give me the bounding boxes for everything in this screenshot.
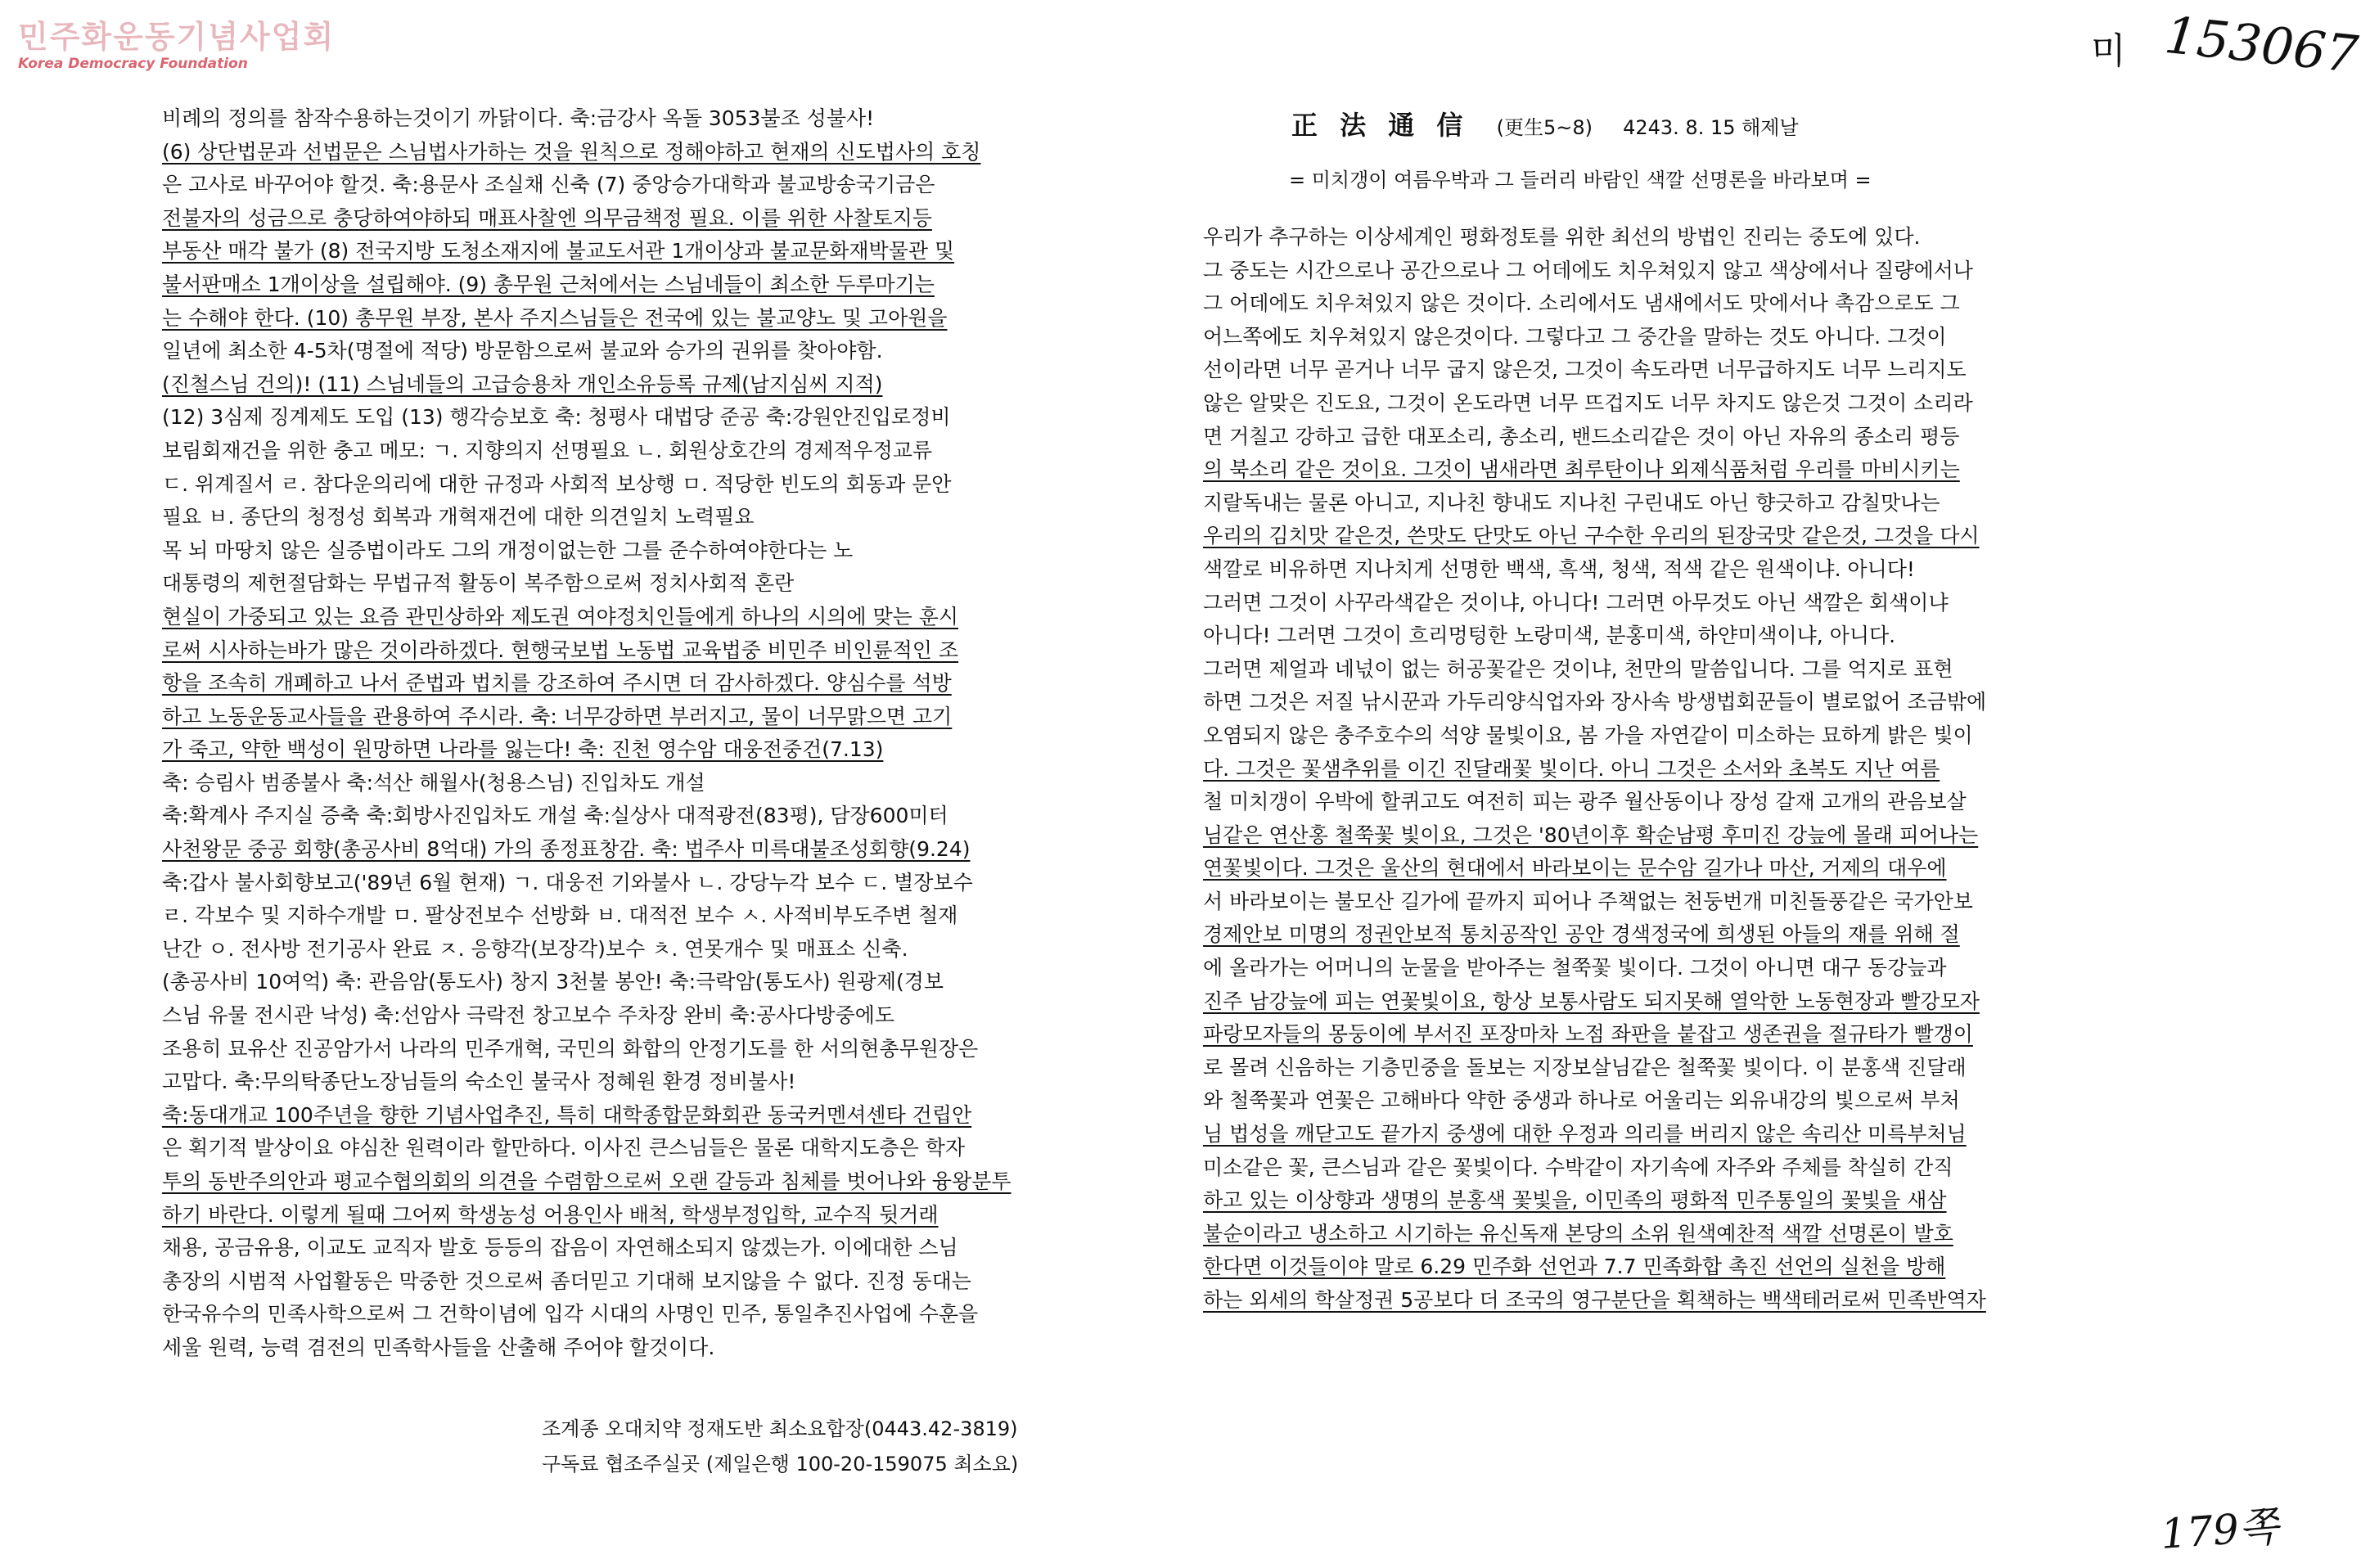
- text-line: (12) 3심제 징계제도 도입 (13) 행각승보호 축: 청평사 대법당 준공 축:강원안진입로정비: [162, 405, 951, 430]
- text-line: 에 올라가는 어머니의 눈물을 받아주는 철쭉꽃 빛이다. 그것이 아니면 대구 동강늪과: [1203, 956, 1947, 980]
- text-line: 면 거칠고 강하고 급한 대포소리, 총소리, 밴드소리같은 것이 아닌 자유의 종소리 평등: [1203, 424, 1960, 448]
- text-line: 전불자의 성금으로 충당하여야하되 매표사찰엔 의무금책정 필요. 이를 위한 사찰토지등: [162, 205, 932, 230]
- text-line: (총공사비 10여억) 축: 관음암(통도사) 창지 3천불 봉안! 축:극락암(통도사) 원광제(경보: [162, 970, 944, 994]
- watermark-english: Korea Democracy Foundation: [18, 56, 248, 72]
- text-line: 않은 알맞은 진도요, 그것이 온도라면 너무 뜨겁지도 너무 차지도 않은것 그것이 소리라: [1203, 390, 1973, 415]
- text-line: 하고 노동운동교사들을 관용하여 주시라. 축: 너무강하면 부러지고, 물이 너무맑으면 고기: [162, 704, 953, 728]
- text-line: 아니다! 그러면 그것이 흐리멍텅한 노랑미색, 분홍미색, 하얀미색이냐, 아니다.: [1203, 624, 1896, 648]
- text-line: 우리가 추구하는 이상세계인 평화정토를 위한 최선의 방법인 진리는 중도에 있다.: [1203, 225, 1921, 249]
- title-text: 正 法 通 信: [1291, 110, 1470, 141]
- text-line: 불서판매소 1개이상을 설립해야. (9) 총무원 근처에서는 스님네들이 최소한 두루마기는: [162, 272, 935, 296]
- text-line: 로써 시사하는바가 많은 것이라하겠다. 현행국보법 노동법 교육법중 비민주 비인륜적인 조: [162, 638, 959, 662]
- newsletter-title: [1291, 105, 1799, 142]
- text-line: 스님 유물 전시관 낙성) 축:선암사 극락전 창고보수 주차장 완비 축:공사다방중에도: [162, 1003, 895, 1028]
- text-line: 그러면 제얼과 네넋이 없는 허공꽃같은 것이냐, 천만의 말씀입니다. 그를 억지로 표현: [1203, 656, 1953, 681]
- signoff-line: 조계종 오대치약 정재도반 최소요합장(0443.42-3819): [542, 1417, 1018, 1440]
- text-line: 축: 승림사 범종불사 축:석산 해월사(청용스님) 진입차도 개설: [162, 770, 705, 795]
- text-line: (6) 상단법문과 선법문은 스님법사가하는 것을 원칙으로 정해야하고 현재의 신도법사의 호칭: [162, 139, 981, 164]
- text-line: 필요 ㅂ. 종단의 청정성 회복과 개혁재건에 대한 의견일치 노력필요: [162, 505, 755, 529]
- text-line: 하기 바란다. 이렇게 될때 그어찌 학생농성 어용인사 배척, 학생부정입학, 교수직 뒷거래: [162, 1202, 939, 1227]
- text-line: 그 어데에도 치우쳐있지 않은 것이다. 소리에서도 냄새에서도 맛에서나 촉감으로도 그: [1203, 291, 1960, 316]
- text-line: 하면 그것은 저질 낚시꾼과 가두리양식업자와 장사속 방생법회꾼들이 별로없어 조금밖에: [1203, 690, 1987, 714]
- right-column-text: [1203, 221, 2128, 1318]
- text-line: 오염되지 않은 충주호수의 석양 물빛이요, 봄 가을 자연같이 미소하는 묘하게 밝은 빛이: [1203, 723, 1973, 747]
- text-line: 한다면 이것들이야 말로 6.29 민주화 선언과 7.7 민족화합 촉진 선언의 실천을 방해: [1203, 1255, 1946, 1279]
- text-line: 투의 동반주의안과 평교수협의회의 의견을 수렴함으로써 오랜 갈등과 침체를 벗어나와 융왕분투: [162, 1169, 1012, 1193]
- text-line: 우리의 김치맛 같은것, 쓴맛도 단맛도 아닌 구수한 우리의 된장국맛 같은것, 그것을 다시: [1203, 524, 1980, 548]
- text-line: 은 획기적 발상이요 야심찬 원력이라 할만하다. 이사진 큰스님들은 물론 대학지도층은 학자: [162, 1136, 965, 1160]
- text-line: 는 수해야 한다. (10) 총무원 부장, 본사 주지스님들은 전국에 있는 불교양노 및 고아원을: [162, 305, 948, 330]
- text-line: 철 미치갱이 우박에 할퀴고도 여전히 피는 광주 월산동이나 장성 갈재 고개의 관음보살: [1203, 790, 1967, 814]
- text-line: 불순이라고 냉소하고 시기하는 유신독재 본당의 소위 원색예찬적 색깔 선명론이 발호: [1203, 1221, 1953, 1246]
- text-line: 로 몰려 신음하는 기층민중을 돌보는 지장보살님같은 철쭉꽃 빛이다. 이 분홍색 진달래: [1203, 1055, 1967, 1079]
- text-line: 연꽃빛이다. 그것은 울산의 현대에서 바라보이는 문수암 길가나 마산, 거제의 대우에: [1203, 856, 1947, 881]
- text-line: 의 북소리 같은 것이요. 그것이 냄새라면 최루탄이나 외제식품처럼 우리를 마비시키는: [1203, 457, 1960, 482]
- text-line: 하고 있는 이상향과 생명의 분홍색 꽃빛을, 이민족의 평화적 민주통일의 꽃빛을 새삼: [1203, 1188, 1947, 1213]
- text-line: 채용, 공금유용, 이교도 교직자 발호 등등의 잡음이 자연해소되지 않겠는가. 이에대한 스님: [162, 1236, 958, 1260]
- text-line: 진주 남강늪에 피는 연꽃빛이요, 항상 보통사람도 되지못해 열악한 노동현장과 빨강모자: [1203, 989, 1980, 1013]
- text-line: 부동산 매각 불가 (8) 전국지방 도청소재지에 불교도서관 1개이상과 불교문화재박물관 및: [162, 239, 955, 264]
- text-line: ㄷ. 위계질서 ㄹ. 참다운의리에 대한 규정과 사회적 보상행 ㅁ. 적당한 빈도의 회동과 문안: [162, 471, 952, 496]
- article-subtitle: = 미치갱이 여름우박과 그 들러리 바람인 색깔 선명론을 바라보며 =: [1289, 169, 1872, 191]
- text-line: 보림회재건을 위한 충고 메모: ㄱ. 지향의지 선명필요 ㄴ. 회원상호간의 경제적우정교류: [162, 438, 933, 462]
- text-line: 어느쪽에도 치우쳐있지 않은것이다. 그렇다고 그 중간을 말하는 것도 아니다. 그것이: [1203, 324, 1947, 349]
- text-line: 대통령의 제헌절담화는 무법규적 활동이 복주함으로써 정치사회적 혼란: [162, 571, 795, 596]
- text-line: 목 뇌 마땅치 않은 실증법이라도 그의 개정이없는한 그를 준수하여야한다는 노: [162, 538, 854, 562]
- text-line: 은 고사로 바꾸어야 할것. 축:용문사 조실채 신축 (7) 중앙승가대학과 불교방송국기금은: [162, 173, 935, 197]
- text-line: 그러면 그것이 사꾸라색같은 것이냐, 아니다! 그러면 아무것도 아닌 색깔은 회색이냐: [1203, 590, 1949, 615]
- text-line: 님 법성을 깨닫고도 끝가지 중생에 대한 우정과 의리를 버리지 않은 속리산 미륵부처님: [1203, 1122, 1967, 1147]
- left-column-text: [162, 102, 1091, 1365]
- text-line: 하는 외세의 학살정권 5공보다 더 조국의 영구분단을 획책하는 백색테러로써 민족반역자: [1203, 1288, 1986, 1312]
- signoff-line: 구독료 협조주실곳 (제일은행 100-20-159075 최소요): [542, 1453, 1019, 1476]
- archive-stamp-number: 153067: [2161, 4, 2361, 85]
- text-line: 고맙다. 축:무의탁종단노장님들의 숙소인 불국사 정혜원 환경 정비불사!: [162, 1070, 796, 1094]
- text-line: 님같은 연산홍 철쭉꽃 빛이요, 그것은 '80년이후 확순남평 후미진 강늪에 몰래 피어나는: [1203, 822, 1979, 847]
- title-issue: (更生5~8): [1496, 116, 1593, 139]
- text-line: 선이라면 너무 곧거나 너무 굽지 않은것, 그것이 속도라면 너무급하지도 너무 느리지도: [1203, 358, 1967, 382]
- watermark-korean: 민주화운동기념사업회: [18, 19, 336, 55]
- text-line: 파랑모자들의 몽둥이에 부서진 포장마차 노점 좌판을 붙잡고 생존권을 절규타가 빨갱이: [1203, 1022, 1973, 1047]
- text-line: 서 바라보이는 불모산 길가에 끝까지 피어나 주책없는 천둥번개 미친돌풍같은 국가안보: [1203, 889, 1973, 913]
- text-line: 사천왕문 중공 회향(총공사비 8억대) 가의 종정표창감. 축: 법주사 미륵대불조성회향(9.24): [162, 837, 971, 862]
- text-line: 다. 그것은 꽃샘추위를 이긴 진달래꽃 빛이다. 아니 그것은 소서와 초복도 지난 여름: [1203, 756, 1940, 781]
- text-line: 가 죽고, 약한 백성이 원망하면 나라를 잃는다! 축: 진천 영수암 대웅전중건(7.13): [162, 737, 884, 762]
- text-line: ㄹ. 각보수 및 지하수개발 ㅁ. 팔상전보수 선방화 ㅂ. 대적전 보수 ㅅ. 사적비부도주변 철재: [162, 903, 958, 928]
- text-line: 축:확계사 주지실 증축 축:회방사진입차도 개설 축:실상사 대적광전(83평), 담장600미터: [162, 804, 948, 828]
- page-mark: 179쪽: [2159, 1503, 2280, 1558]
- text-line: 일년에 최소한 4-5차(명절에 적당) 방문함으로써 불교와 승가의 권위를 찾아야함.: [162, 339, 883, 363]
- text-line: 와 철쭉꽃과 연꽃은 고해바다 약한 중생과 하나로 어울리는 외유내강의 빛으로써 부처: [1203, 1088, 1960, 1113]
- title-date: 4243. 8. 15 해제날: [1623, 116, 1799, 139]
- text-line: 색깔로 비유하면 지나치게 선명한 백색, 흑색, 청색, 적색 같은 원색이냐. 아니다!: [1203, 556, 1915, 581]
- text-line: 총장의 시범적 사업활동은 막중한 것으로써 좀더믿고 기대해 보지않을 수 없다. 진정 동대는: [162, 1268, 971, 1293]
- text-line: 그 중도는 시간으로나 공간으로나 그 어데에도 치우쳐있지 않고 색상에서나 질량에서나: [1203, 258, 1973, 282]
- signoff: [542, 1412, 1018, 1482]
- archive-stamp-label: 미: [2091, 30, 2126, 72]
- text-line: 축:동대개교 100주년을 향한 기념사업추진, 특히 대학종합문화회관 동국커멘셔센타 건립안: [162, 1102, 972, 1127]
- text-line: (진철스님 건의)! (11) 스님네들의 고급승용차 개인소유등록 규제(남지심씨 지적): [162, 372, 883, 396]
- text-line: 비례의 정의를 참작수용하는것이기 까닭이다. 축:금강사 옥돌 3053불조 성불사!: [162, 106, 875, 130]
- text-line: 난간 ㅇ. 전사방 전기공사 완료 ㅈ. 응향각(보장각)보수 ㅊ. 연못개수 및 매표소 신축.: [162, 936, 908, 961]
- text-line: 한국유수의 민족사학으로써 그 건학이념에 입각 시대의 사명인 민주, 통일추진사업에 수훈을: [162, 1302, 979, 1327]
- text-line: 조용히 묘유산 진공암가서 나라의 민주개혁, 국민의 화합의 안정기도를 한 서의현총무원장은: [162, 1036, 979, 1061]
- text-line: 세울 원력, 능력 겸전의 민족학사들을 산출해 주어야 할것이다.: [162, 1335, 715, 1359]
- text-line: 지랄독내는 물론 아니고, 지나친 향내도 지나친 구린내도 아닌 향긋하고 감칠맛나는: [1203, 490, 1940, 515]
- text-line: 현실이 가중되고 있는 요즘 관민상하와 제도권 여야정치인들에게 하나의 시의에 맞는 훈시: [162, 604, 959, 629]
- watermark: [18, 18, 335, 72]
- text-line: 축:갑사 불사회향보고('89년 6월 현재) ㄱ. 대웅전 기와불사 ㄴ. 강당누각 보수 ㄷ. 별장보수: [162, 870, 973, 894]
- text-line: 경제안보 미명의 정권안보적 통치공작인 공안 경색정국에 희생된 아들의 재를 위해 절: [1203, 922, 1960, 947]
- text-line: 항을 조속히 개폐하고 나서 준법과 법치를 강조하여 주시면 더 감사하겠다. 양심수를 석방: [162, 671, 952, 696]
- text-line: 미소같은 꽃, 큰스님과 같은 꽃빛이다. 수박같이 자기속에 자주와 주체를 착실히 간직: [1203, 1155, 1953, 1179]
